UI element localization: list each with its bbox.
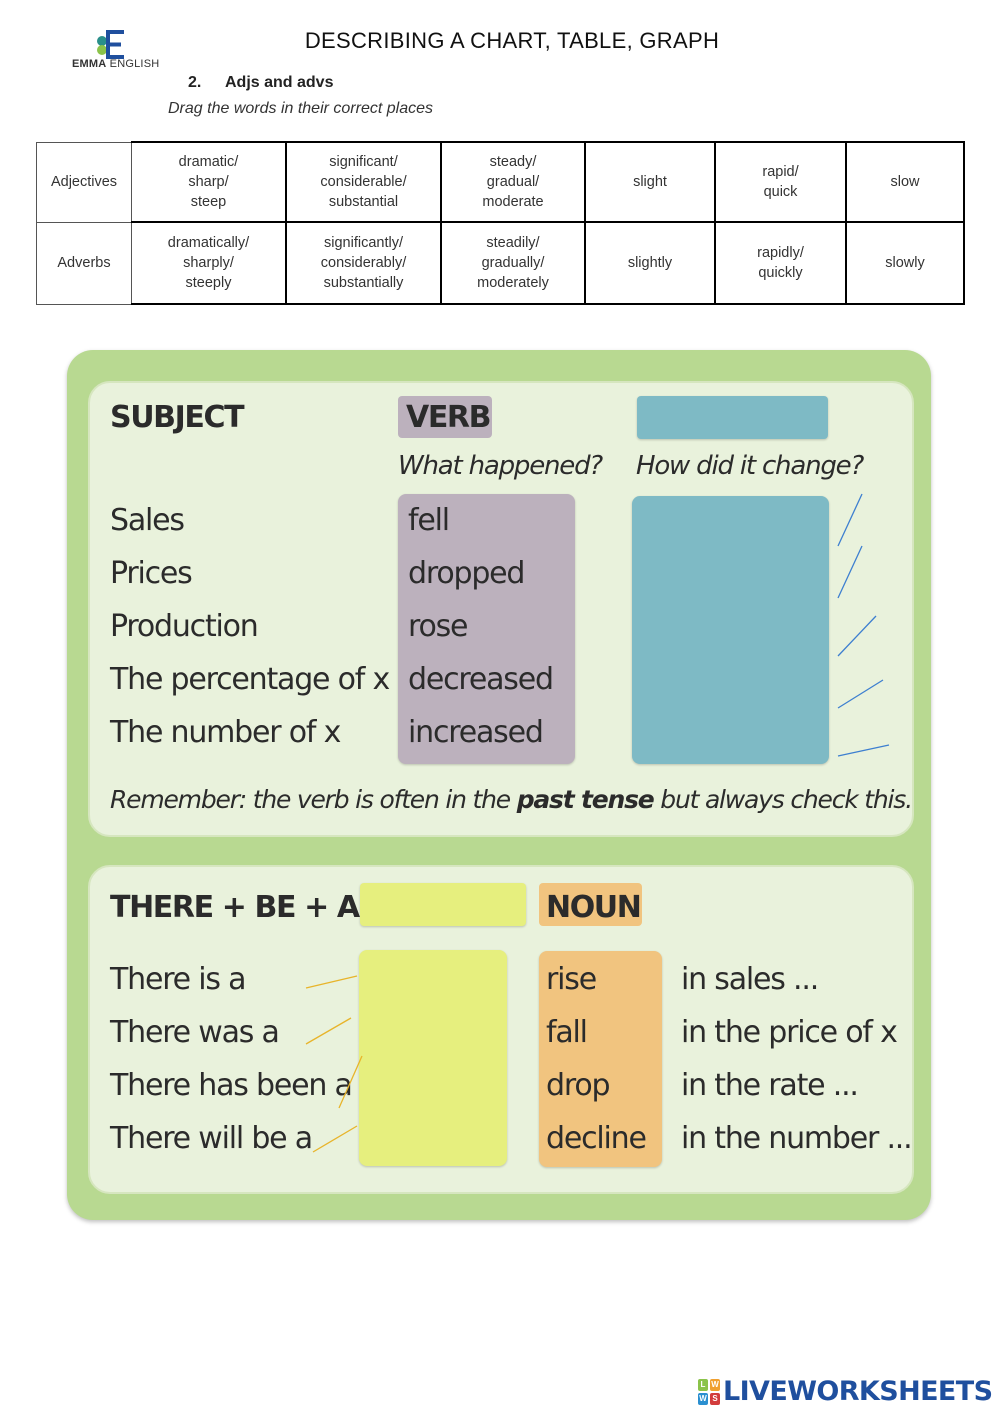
row-label-adjectives: Adjectives (37, 142, 132, 222)
list-item: There was a (110, 1015, 279, 1050)
list-item: decline (546, 1121, 646, 1156)
section-title: Adjs and advs (225, 74, 334, 91)
list-item: There is a (110, 962, 246, 997)
list-item: The percentage of x (110, 662, 390, 697)
noun-list (546, 962, 646, 1177)
how-question: How did it change? (636, 451, 864, 481)
verb-question: What happened? (398, 451, 602, 481)
instruction-text: Drag the words in their correct places (168, 100, 433, 117)
list-item: Prices (110, 556, 192, 591)
verb-heading: VERB (406, 400, 491, 435)
noun-heading: NOUN (546, 890, 641, 925)
there-be-a-heading: THERE + BE + A (110, 890, 359, 925)
liveworksheets-logo-icon: L W W S (699, 1379, 719, 1403)
table-cell: rapid/ quick (715, 142, 846, 222)
table-cell: significantly/ considerably/ substantially (286, 222, 441, 304)
list-item: decreased (408, 662, 553, 697)
table-cell: dramatically/ sharply/ steeply (132, 222, 287, 304)
adjective-heading-drop-zone[interactable] (360, 883, 526, 926)
list-item: dropped (408, 556, 525, 591)
list-item: There will be a (110, 1121, 312, 1156)
list-item: There has been a (110, 1068, 352, 1103)
liveworksheets-wordmark: LIVEWORKSHEETS (723, 1376, 993, 1407)
page-title: DESCRIBING A CHART, TABLE, GRAPH (304, 28, 720, 53)
verb-list (408, 503, 553, 771)
section-heading (188, 74, 333, 92)
subject-list (110, 503, 390, 771)
table-cell: steadily/ gradually/ moderately (441, 222, 585, 304)
list-item: rise (546, 962, 596, 997)
list-item: drop (546, 1068, 610, 1103)
table-cell: dramatic/ sharp/ steep (132, 142, 287, 222)
there-phrase-list (110, 962, 352, 1177)
remember-note: Remember: the verb is often in the past tense but always check this. (110, 785, 912, 814)
list-item: in the rate ... (681, 1068, 858, 1103)
list-item: rose (408, 609, 468, 644)
how-answer-drop-zone[interactable] (632, 496, 829, 764)
list-item: in sales ... (681, 962, 819, 997)
subject-heading: SUBJECT (110, 400, 244, 435)
adjective-answer-drop-zone[interactable] (359, 950, 507, 1166)
list-item: fall (546, 1015, 587, 1050)
list-item: Production (110, 609, 258, 644)
adjectives-adverbs-table (36, 141, 965, 305)
list-item: The number of x (110, 715, 341, 750)
table-cell: slight (585, 142, 715, 222)
list-item: Sales (110, 503, 184, 538)
table-cell: slowly (846, 222, 964, 304)
table-row-adverbs (37, 222, 965, 304)
table-cell: steady/ gradual/ moderate (441, 142, 585, 222)
how-heading-drop-zone[interactable] (637, 396, 828, 439)
table-cell: significant/ considerable/ substantial (286, 142, 441, 222)
list-item: fell (408, 503, 449, 538)
ending-list (681, 962, 912, 1177)
list-item: in the price of x (681, 1015, 897, 1050)
table-row-adjectives (37, 142, 965, 222)
liveworksheets-brand (698, 1376, 992, 1407)
table-cell: slightly (585, 222, 715, 304)
list-item: in the number ... (681, 1121, 912, 1156)
table-cell: rapidly/ quickly (715, 222, 846, 304)
logo-text: EMMA ENGLISH (72, 58, 160, 70)
row-label-adverbs: Adverbs (37, 222, 132, 304)
table-cell: slow (846, 142, 964, 222)
list-item: increased (408, 715, 543, 750)
section-number: 2. (188, 74, 202, 91)
